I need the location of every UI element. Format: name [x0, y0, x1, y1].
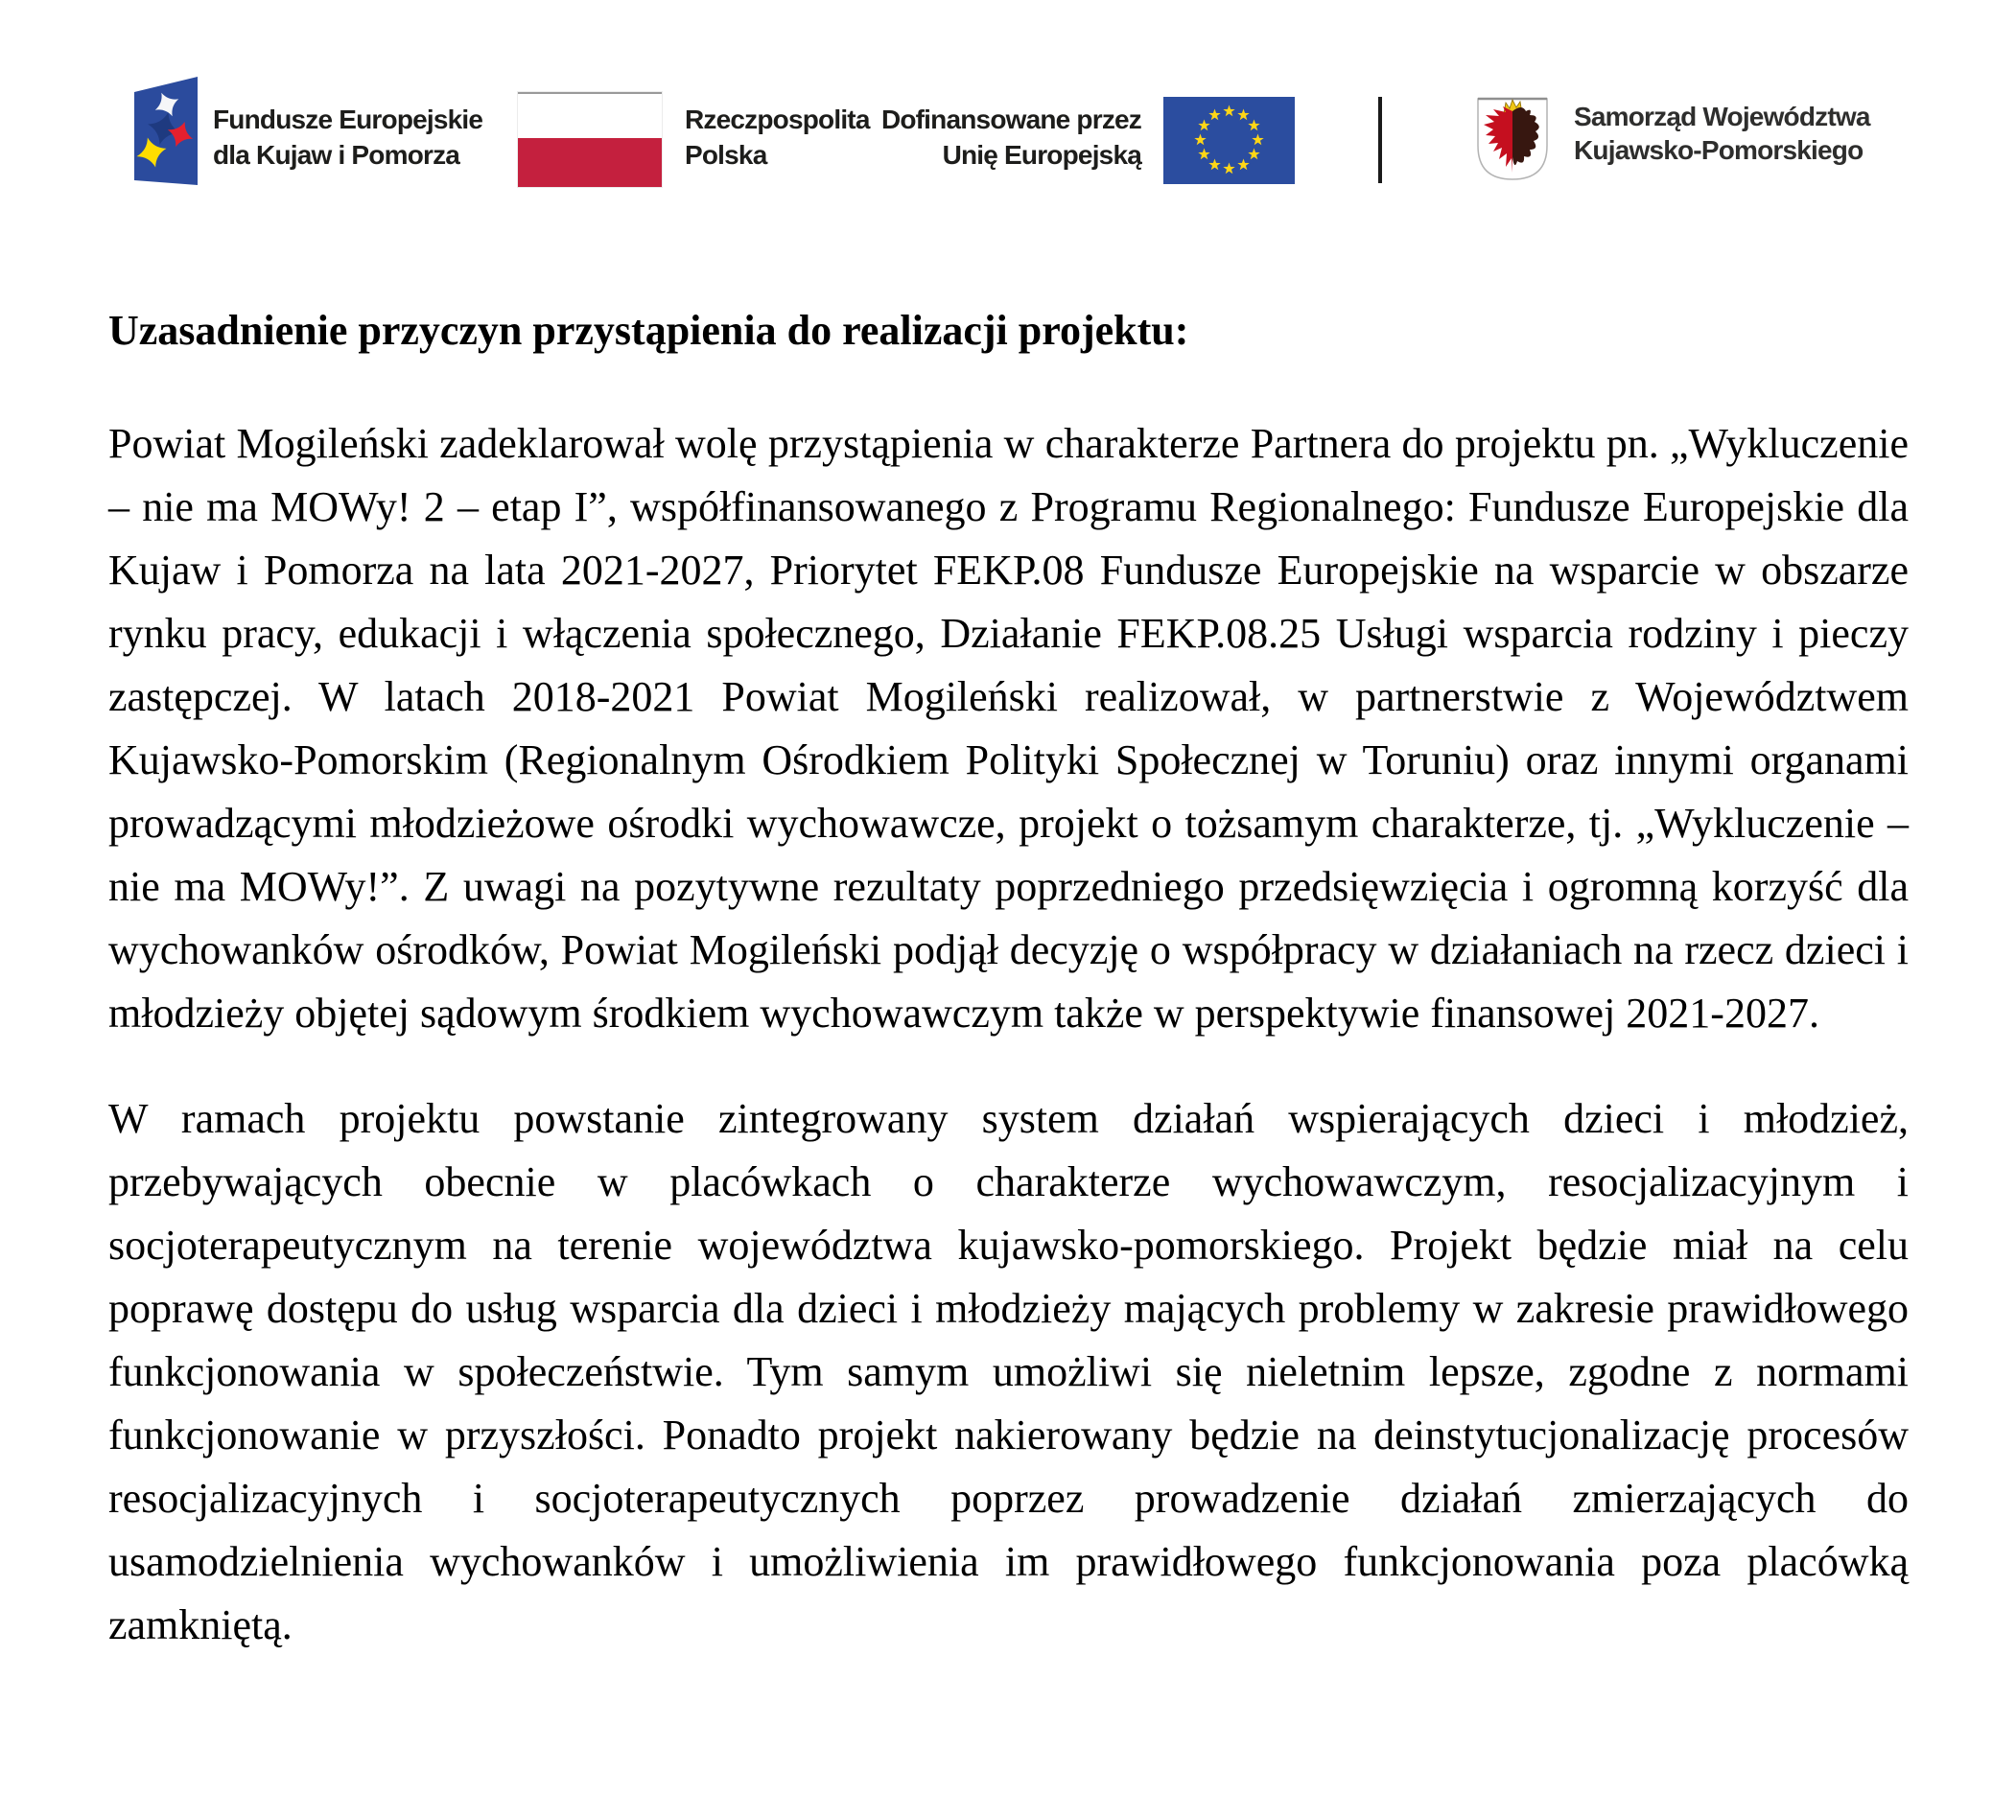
poland-flag-red-stripe	[518, 138, 662, 187]
fundusze-europejskie-label	[213, 102, 482, 173]
fe-label-line2: dla Kujaw i Pomorza	[213, 140, 460, 170]
eu-funding-label	[881, 102, 1141, 173]
rzeczpospolita-polska-label	[685, 102, 870, 173]
fundusze-europejskie-flag-icon	[134, 77, 198, 190]
samorzad-label-line2: Kujawsko-Pomorskiego	[1574, 135, 1864, 165]
paragraph-1: Powiat Mogileński zadeklarował wolę przystąpienia w charakterze Partnera do projektu pn. „Wykluczenie – nie ma MOWy! 2 – etap I”, współfinansowanego z Programu Regionalnego: Fundusze Europejskie dla Kujaw i Pomorza na lata 2021-2027, Priorytet FEKP.08 Fundusze Europejskie na wsparcie w obszarze rynku pracy, edukacji i włączenia społecznego, Działanie FEKP.08.25 Usługi wsparcia rodziny i pieczy zastępczej. W latach 2018-2021 Powiat Mogileński realizował, w partnerstwie z Województwem Kujawsko-Pomorskim (Regionalnym Ośrodkiem Polityki Społecznej w Toruniu) oraz innymi organami prowadzącymi młodzieżowe ośrodki wychowawcze, projekt o tożsamym charakterze, tj. „Wykluczenie – nie ma MOWy!”. Z uwagi na pozytywne rezultaty poprzedniego przedsięwzięcia i ogromną korzyść dla wychowanków ośrodków, Powiat Mogileński podjął decyzję o współpracy w działaniach na rzecz dzieci i młodzieży objętej sądowym środkiem wychowawczym także w perspektywie finansowej 2021-2027.	[108, 420, 1909, 1037]
rp-label-line2: Polska	[685, 140, 767, 170]
document-body	[108, 299, 1909, 1699]
eu-label-line1: Dofinansowane przez	[880, 105, 1141, 134]
fe-label-line1: Fundusze Europejskie	[213, 105, 483, 134]
header-divider	[1378, 97, 1382, 183]
eu-label-line2: Unię Europejską	[942, 140, 1141, 170]
paragraph-2: W ramach projektu powstanie zintegrowany system działań wspierających dzieci i młodzież, przebywających obecnie w placówkach o charakterze wychowawczym, resocjalizacyjnym i socjoterapeutycznym na terenie województwa kujawsko-pomorskiego. Projekt będzie miał na celu poprawę dostępu do usług wsparcia dla dzieci i młodzieży mających problemy w zakresie prawidłowego funkcjonowania w społeczeństwie. Tym samym umożliwi się nieletnim lepsze, zgodne z normami funkcjonowanie w przyszłości. Ponadto projekt nakierowany będzie na deinstytucjonalizację procesów resocjalizacyjnych i socjoterapeutycznych poprzez prowadzenie działań zmierzających do usamodzielnienia wychowanków i umożliwienia im prawidłowego funkcjonowania poza placówką zamkniętą.	[108, 1095, 1909, 1648]
document-heading: Uzasadnienie przyczyn przystąpienia do realizacji projektu:	[108, 307, 1189, 354]
samorzad-label-line1: Samorząd Województwa	[1574, 102, 1870, 131]
funding-logos-header	[0, 0, 2016, 240]
poland-flag-icon	[518, 92, 662, 187]
eu-flag-icon	[1163, 97, 1295, 184]
kujawsko-pomorskie-coat-of-arms-icon	[1474, 90, 1551, 185]
rp-label-line1: Rzeczpospolita	[685, 105, 870, 134]
samorzad-wojewodztwa-label	[1574, 100, 1870, 167]
